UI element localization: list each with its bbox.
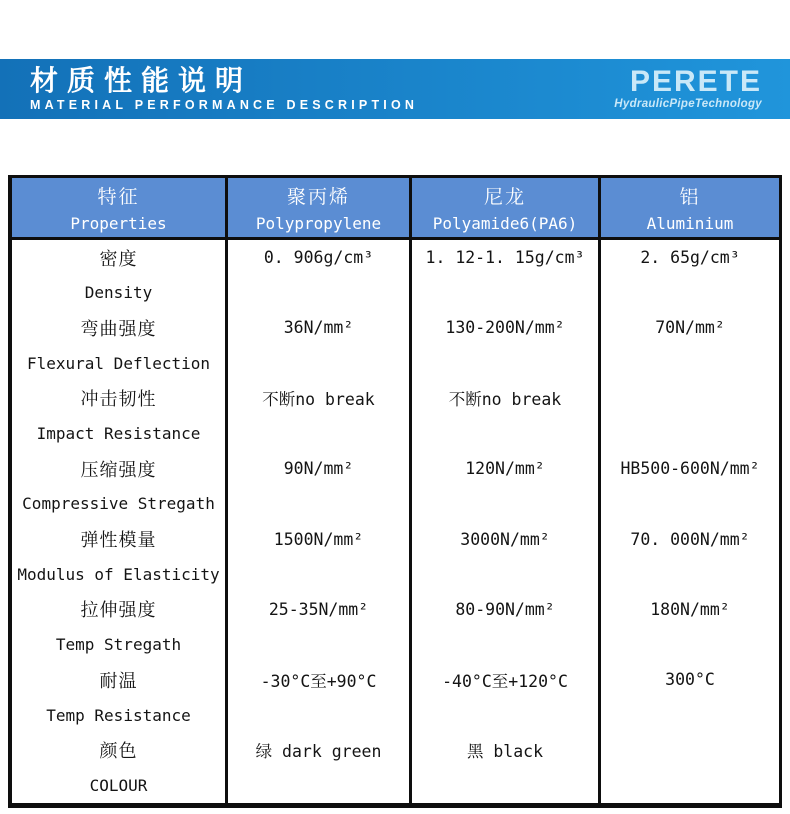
property-label-zh: 耐温 bbox=[99, 670, 138, 692]
header-en: Properties bbox=[70, 214, 167, 233]
property-value: -40°C至+120°C bbox=[409, 662, 598, 697]
property-label-zh: 冲击韧性 bbox=[80, 389, 157, 411]
empty-cell bbox=[409, 768, 598, 803]
property-value: 3000N/mm² bbox=[409, 522, 598, 557]
empty-cell bbox=[598, 697, 779, 732]
logo-tagline: HydraulicPipeTechnology bbox=[614, 98, 762, 110]
header-zh: 特征 bbox=[97, 186, 140, 208]
property-value: 90N/mm² bbox=[225, 451, 409, 486]
property-value bbox=[598, 733, 779, 768]
material-properties-table bbox=[8, 175, 782, 808]
empty-cell bbox=[598, 557, 779, 592]
property-value: 不断no break bbox=[409, 381, 598, 416]
property-value: HB500-600N/mm² bbox=[598, 451, 779, 486]
property-value: 1. 12-1. 15g/cm³ bbox=[409, 240, 598, 275]
header-banner bbox=[0, 59, 790, 119]
property-value: 120N/mm² bbox=[409, 451, 598, 486]
header-en: Polyamide6(PA6) bbox=[432, 214, 578, 233]
empty-cell bbox=[225, 627, 409, 662]
empty-cell bbox=[598, 627, 779, 662]
property-value: -30°C至+90°C bbox=[225, 662, 409, 697]
property-label-zh: 密度 bbox=[99, 248, 138, 270]
column-header-polypropylene bbox=[225, 178, 409, 240]
empty-cell bbox=[409, 486, 598, 521]
empty-cell bbox=[409, 627, 598, 662]
property-value: 2. 65g/cm³ bbox=[598, 240, 779, 275]
empty-cell bbox=[409, 416, 598, 451]
property-value: 25-35N/mm² bbox=[225, 592, 409, 627]
property-value: 黑 black bbox=[409, 733, 598, 768]
property-label-en: Temp Stregath bbox=[55, 635, 182, 655]
page-title: 材质性能说明 bbox=[30, 64, 253, 96]
property-value: 130-200N/mm² bbox=[409, 310, 598, 345]
empty-cell bbox=[225, 346, 409, 381]
property-value bbox=[598, 381, 779, 416]
empty-cell bbox=[598, 486, 779, 521]
empty-cell bbox=[225, 697, 409, 732]
property-label-zh: 压缩强度 bbox=[80, 459, 157, 481]
column-header-properties bbox=[12, 178, 225, 240]
header-zh: 聚丙烯 bbox=[286, 186, 350, 208]
property-label-en: Density bbox=[84, 283, 153, 303]
property-value: 不断no break bbox=[225, 381, 409, 416]
page-subtitle: MATERIAL PERFORMANCE DESCRIPTION bbox=[30, 97, 419, 112]
property-label-zh: 弯曲强度 bbox=[80, 318, 157, 340]
property-value: 36N/mm² bbox=[225, 310, 409, 345]
property-label-en: Modulus of Elasticity bbox=[17, 564, 220, 584]
header-zh: 尼龙 bbox=[483, 186, 526, 208]
property-value: 绿 dark green bbox=[225, 733, 409, 768]
property-label-zh: 拉伸强度 bbox=[80, 600, 157, 622]
column-header-aluminium bbox=[598, 178, 779, 240]
empty-cell bbox=[409, 275, 598, 310]
empty-cell bbox=[409, 346, 598, 381]
logo-wordmark: PERETE bbox=[629, 65, 762, 98]
empty-cell bbox=[225, 768, 409, 803]
header-en: Polypropylene bbox=[255, 214, 382, 233]
header-zh: 铝 bbox=[679, 186, 701, 208]
header-en: Aluminium bbox=[646, 214, 734, 233]
property-label-en: COLOUR bbox=[89, 775, 148, 795]
empty-cell bbox=[225, 557, 409, 592]
empty-cell bbox=[598, 346, 779, 381]
property-value: 180N/mm² bbox=[598, 592, 779, 627]
empty-cell bbox=[598, 768, 779, 803]
property-label-en: Temp Resistance bbox=[46, 705, 191, 725]
property-value: 70N/mm² bbox=[598, 310, 779, 345]
perete-logo bbox=[614, 67, 762, 111]
empty-cell bbox=[409, 557, 598, 592]
empty-cell bbox=[598, 416, 779, 451]
property-value: 80-90N/mm² bbox=[409, 592, 598, 627]
empty-cell bbox=[225, 416, 409, 451]
property-value: 300°C bbox=[598, 662, 779, 697]
property-label-en: Compressive Stregath bbox=[22, 494, 215, 514]
empty-cell bbox=[409, 697, 598, 732]
property-value: 1500N/mm² bbox=[225, 522, 409, 557]
property-label-zh: 弹性模量 bbox=[80, 530, 157, 552]
property-value: 0. 906g/cm³ bbox=[225, 240, 409, 275]
column-header-polyamide bbox=[409, 178, 598, 240]
property-label-zh: 颜色 bbox=[99, 741, 138, 763]
property-label-en: Flexural Deflection bbox=[26, 353, 211, 373]
empty-cell bbox=[225, 275, 409, 310]
property-value: 70. 000N/mm² bbox=[598, 522, 779, 557]
banner-titles bbox=[30, 66, 418, 113]
property-label-en: Impact Resistance bbox=[36, 424, 201, 444]
empty-cell bbox=[598, 275, 779, 310]
empty-cell bbox=[225, 486, 409, 521]
